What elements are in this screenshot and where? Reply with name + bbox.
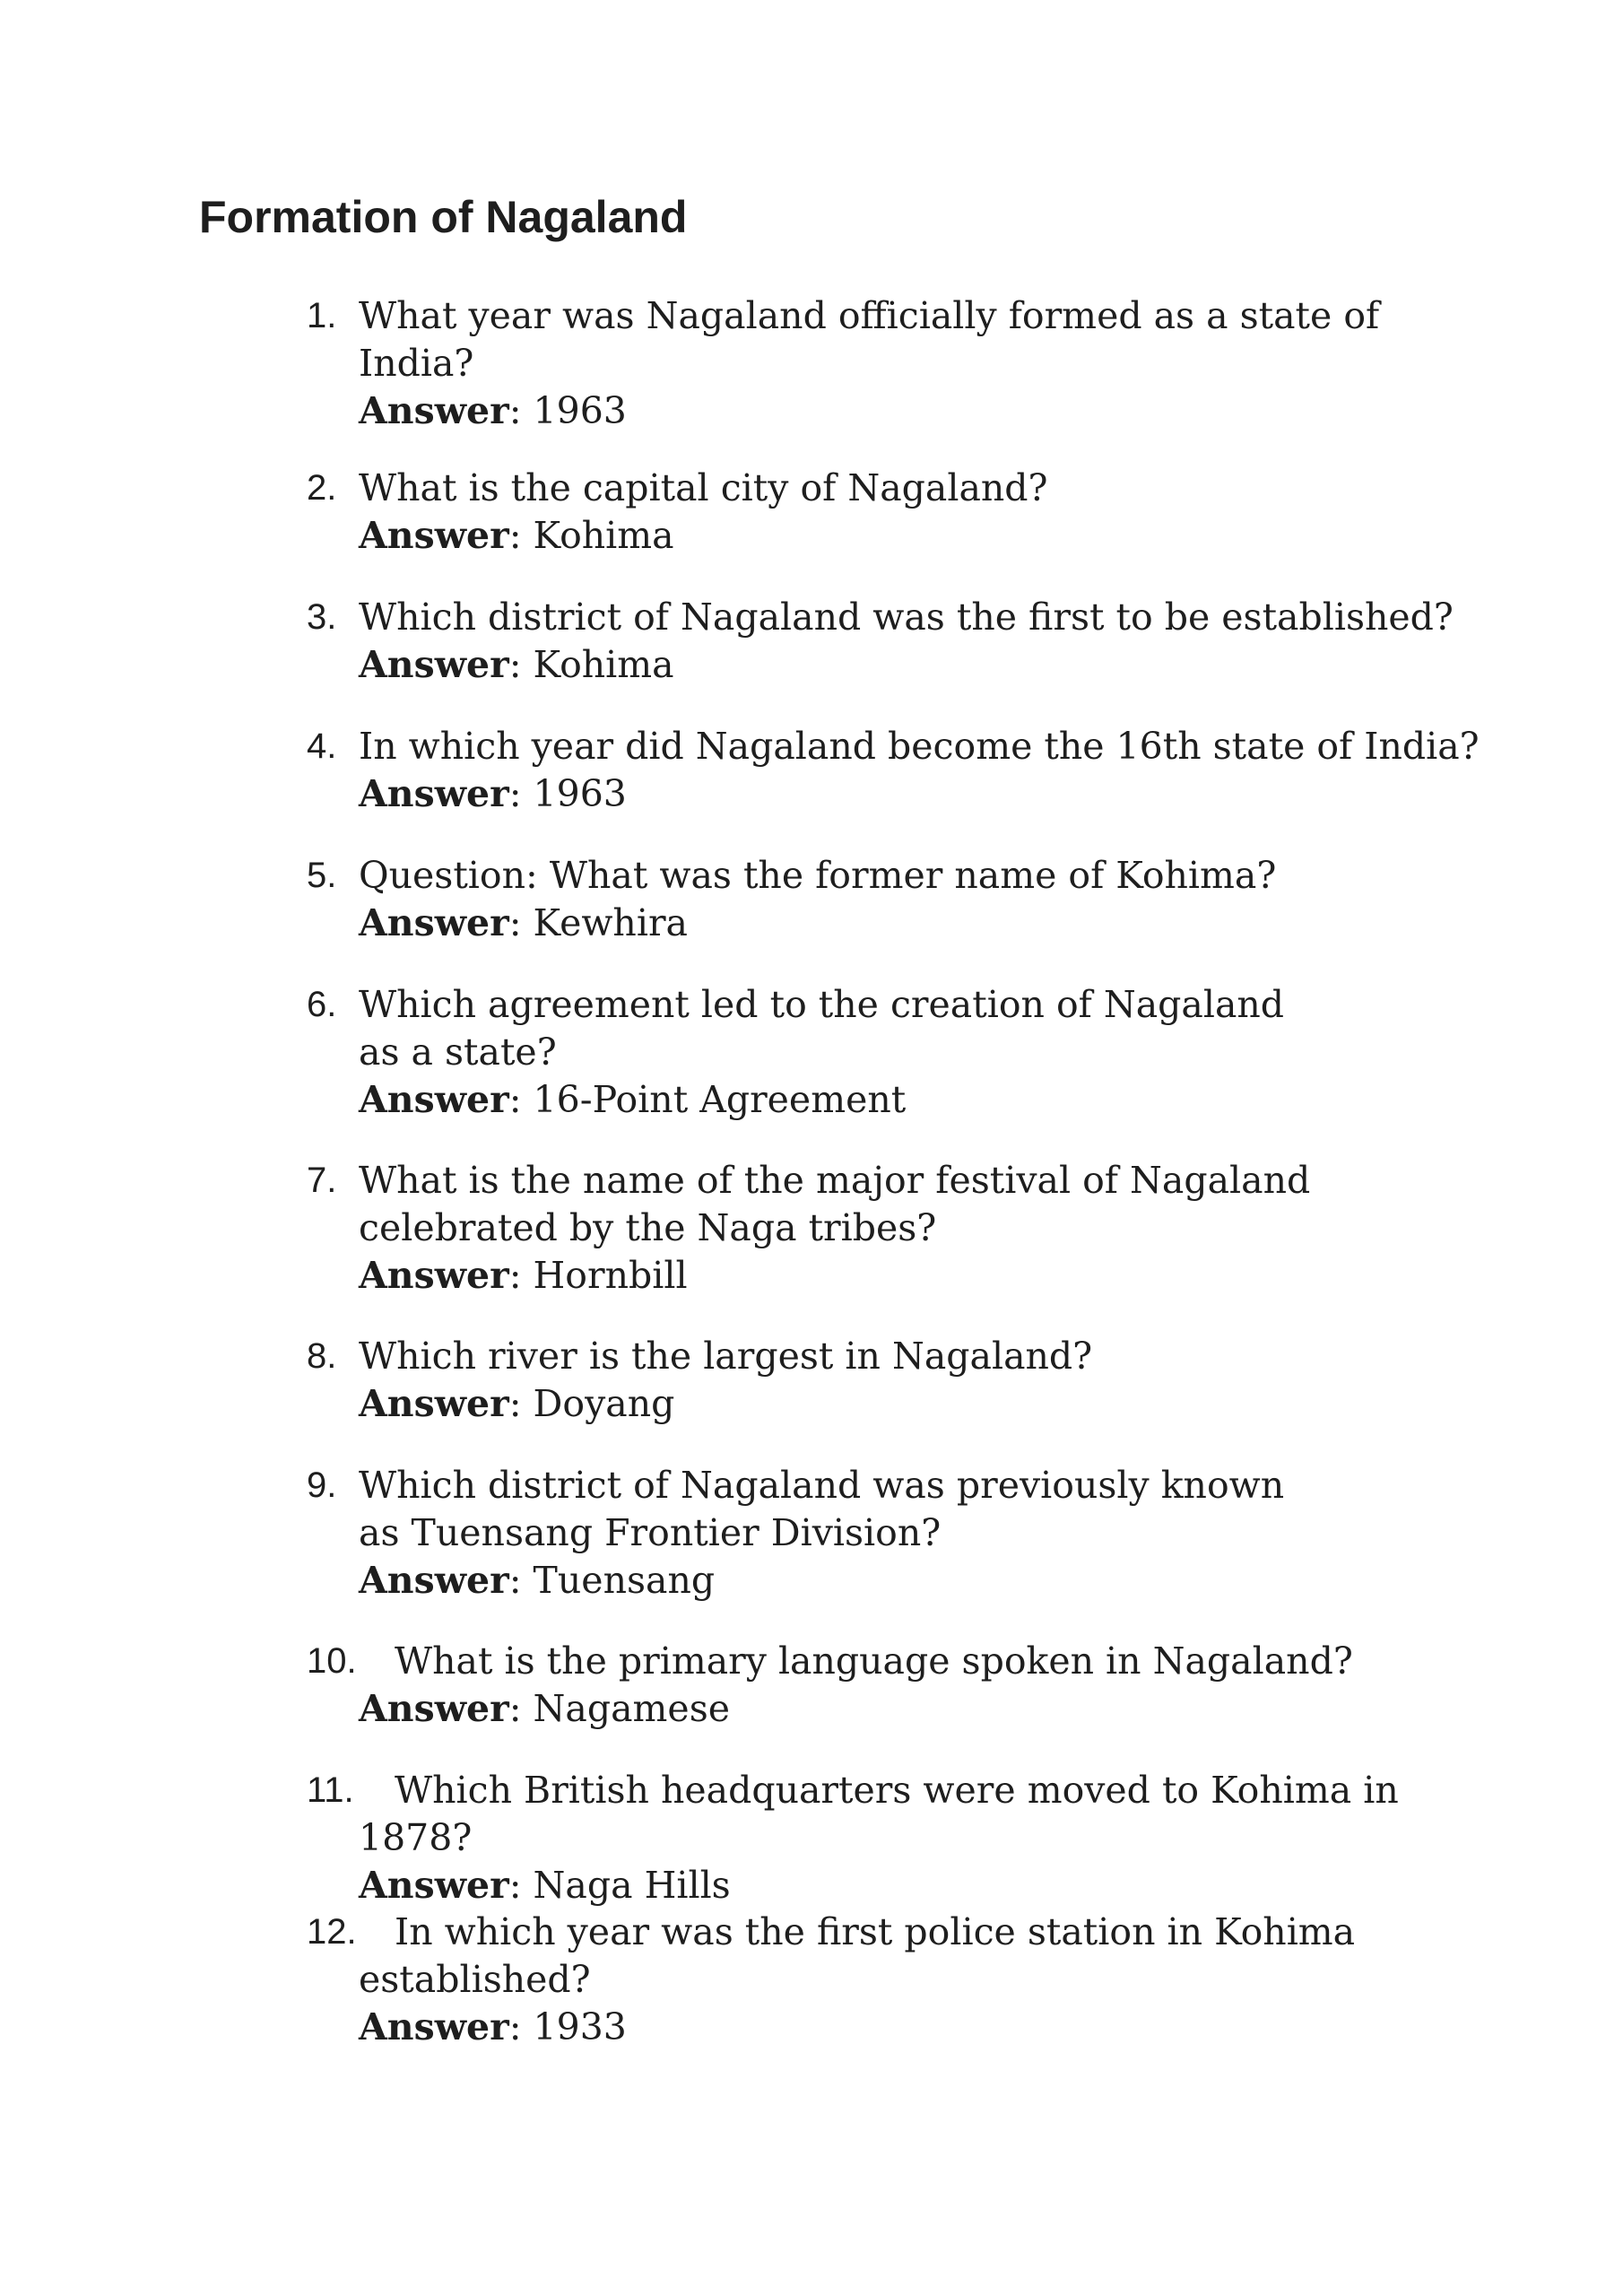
question-text: Which British headquarters were moved to Kohima in 1878?	[359, 1769, 1399, 1859]
question-body	[359, 292, 1462, 435]
answer-value: Naga Hills	[533, 1864, 731, 1907]
question-number: 12.	[307, 1912, 357, 1952]
question-text: In which year was the first police station in Kohima established?	[359, 1910, 1356, 2001]
answer-label: Answer	[359, 1864, 509, 1907]
answer-line: Answer: 1963	[359, 772, 627, 815]
answer-line: Answer: Naga Hills	[359, 1864, 731, 1907]
answer-line: Answer: Kewhira	[359, 901, 688, 944]
answer-label: Answer	[359, 1254, 509, 1297]
question-body	[359, 465, 1462, 560]
answer-line: Answer: Kohima	[359, 643, 674, 686]
question-body	[359, 1767, 1399, 1909]
answer-value: Kewhira	[533, 901, 688, 944]
question-body	[359, 723, 1524, 818]
question-body	[359, 1909, 1399, 2051]
answer-label: Answer	[359, 643, 509, 686]
answer-value: Doyang	[533, 1382, 675, 1425]
answer-label: Answer	[359, 2005, 509, 2048]
question-number: 2.	[307, 468, 337, 508]
question-text: In which year did Nagaland become the 16th state of India?	[359, 725, 1480, 768]
answer-line: Answer: Nagamese	[359, 1687, 731, 1730]
answer-line: Answer: Hornbill	[359, 1254, 688, 1297]
question-text: Which district of Nagaland was the first to be established?	[359, 596, 1454, 639]
question-text: Which river is the largest in Nagaland?	[359, 1335, 1093, 1378]
answer-value: 1963	[533, 772, 627, 815]
answer-value: Nagamese	[533, 1687, 731, 1730]
answer-line: Answer: Doyang	[359, 1382, 675, 1425]
question-number: 5.	[307, 856, 337, 895]
question-text: What is the primary language spoken in Nagaland?	[395, 1639, 1353, 1683]
answer-value: Kohima	[533, 643, 674, 686]
answer-label: Answer	[359, 1078, 509, 1121]
answer-line: Answer: 16-Point Agreement	[359, 1078, 907, 1121]
question-body	[359, 594, 1462, 689]
question-text: What is the name of the major festival of Nagaland celebrated by the Naga tribes?	[359, 1159, 1311, 1249]
question-body	[359, 852, 1462, 947]
answer-label: Answer	[359, 514, 509, 557]
question-body	[359, 1157, 1327, 1300]
answer-line: Answer: Kohima	[359, 514, 674, 557]
question-number: 3.	[307, 597, 337, 637]
question-text: Question: What was the former name of Kohima?	[359, 854, 1277, 897]
question-body	[359, 981, 1327, 1124]
question-number: 10.	[307, 1641, 357, 1681]
question-text: What year was Nagaland officially formed as a state of India?	[359, 294, 1380, 385]
answer-label: Answer	[359, 772, 509, 815]
question-body	[359, 1638, 1524, 1733]
question-text: Which district of Nagaland was previously known as Tuensang Frontier Division?	[359, 1464, 1285, 1554]
question-number: 9.	[307, 1465, 337, 1505]
answer-label: Answer	[359, 1687, 509, 1730]
answer-value: Tuensang	[533, 1559, 716, 1602]
answer-line: Answer: 1933	[359, 2005, 627, 2048]
question-number: 4.	[307, 726, 337, 766]
answer-value: Hornbill	[533, 1254, 688, 1297]
question-number: 7.	[307, 1161, 337, 1200]
question-number: 11.	[307, 1770, 354, 1810]
answer-line: Answer: 1963	[359, 389, 627, 432]
page-title: Formation of Nagaland	[199, 192, 688, 242]
answer-line: Answer: Tuensang	[359, 1559, 716, 1602]
answer-label: Answer	[359, 1382, 509, 1425]
answer-value: 1963	[533, 389, 627, 432]
answer-label: Answer	[359, 389, 509, 432]
answer-value: 16-Point Agreement	[533, 1078, 907, 1121]
question-number: 1.	[307, 296, 337, 335]
answer-label: Answer	[359, 1559, 509, 1602]
question-number: 8.	[307, 1336, 337, 1376]
answer-value: Kohima	[533, 514, 674, 557]
question-text: What is the capital city of Nagaland?	[359, 466, 1048, 509]
answer-label: Answer	[359, 901, 509, 944]
question-number: 6.	[307, 985, 337, 1024]
question-body	[359, 1462, 1327, 1605]
question-text: Which agreement led to the creation of Nagaland as a state?	[359, 983, 1285, 1074]
question-body	[359, 1333, 1462, 1428]
answer-value: 1933	[533, 2005, 627, 2048]
